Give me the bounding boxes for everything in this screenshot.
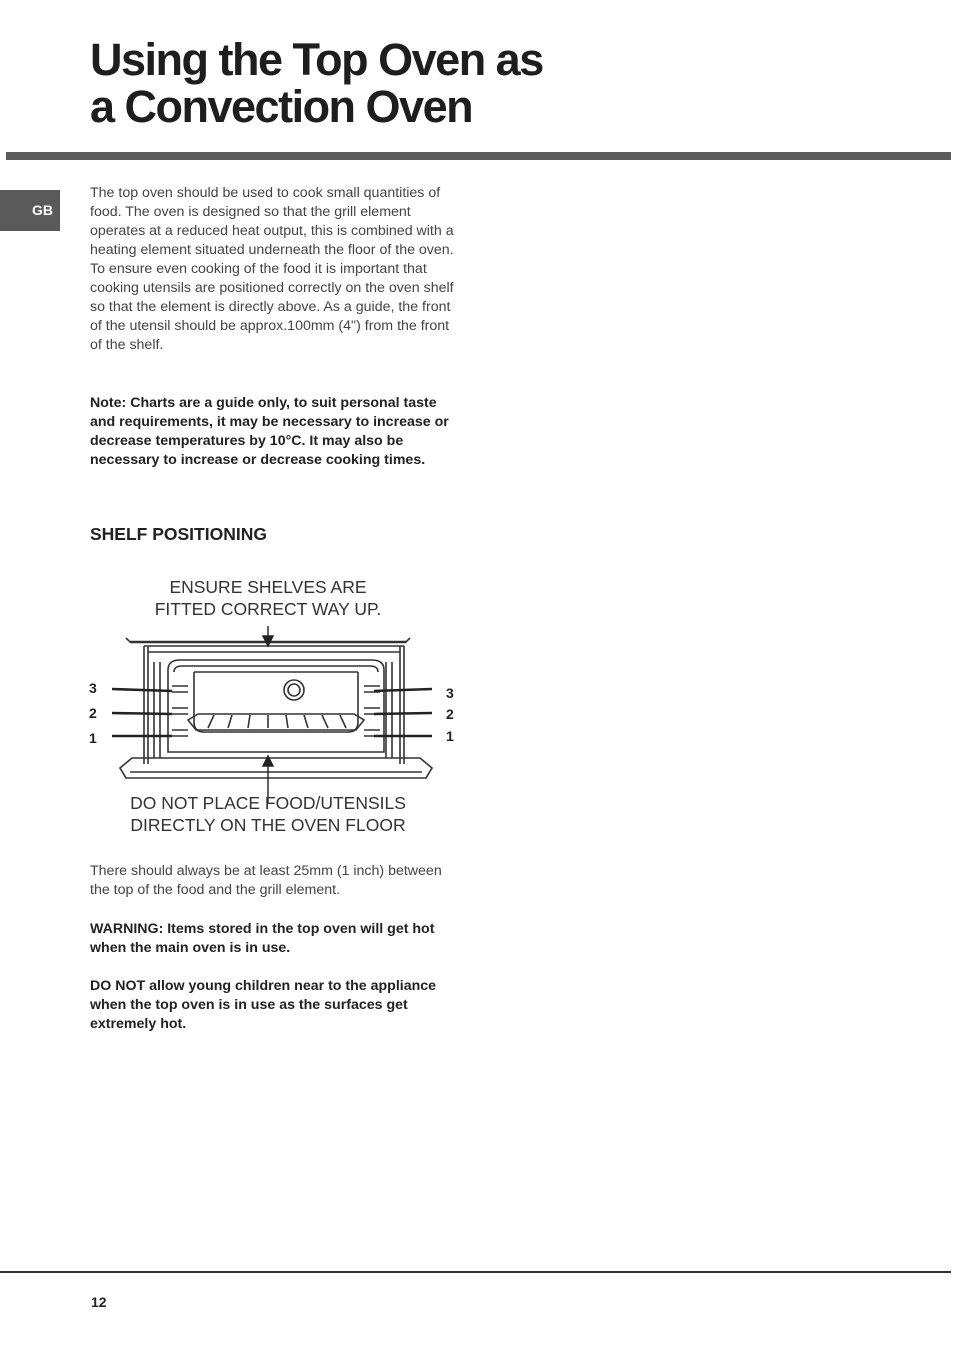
diagram-bottom-label bbox=[84, 792, 452, 836]
diagram-top-label-line-1: ENSURE SHELVES ARE bbox=[169, 577, 367, 597]
left-shelf-number-2: 2 bbox=[89, 705, 97, 721]
children-warning-text: DO NOT allow young children near to the appliance when the top oven is in use as the surfaces get extremely hot. bbox=[90, 978, 437, 1032]
right-shelf-number-2: 2 bbox=[446, 706, 454, 722]
footer-divider bbox=[0, 1271, 951, 1273]
intro-text: The top oven should be used to cook small quantities of food. The oven is designed so that the grill element operates at a reduced heat output, this is combined with a heating element situated underneath the floor of the oven. To ensure even cooking of the food it is important that cooking utensils are positioned correctly on the oven shelf so that the element is directly above. As a guide, the front of the utensil should be approx.100mm (4") from the front of the shelf. bbox=[90, 185, 454, 353]
header-divider bbox=[6, 152, 951, 160]
note-paragraph bbox=[90, 394, 462, 470]
spacing-paragraph bbox=[90, 862, 462, 900]
diagram-bottom-label-line-1: DO NOT PLACE FOOD/UTENSILS bbox=[130, 793, 406, 813]
diagram-top-label-line-2: FITTED CORRECT WAY UP. bbox=[154, 599, 382, 619]
warning-paragraph bbox=[90, 920, 462, 958]
spacing-text: There should always be at least 25mm (1 inch) between the top of the food and the grill element. bbox=[90, 863, 442, 898]
right-shelf-number-3: 3 bbox=[446, 685, 454, 701]
intro-paragraph bbox=[90, 184, 462, 355]
page-number: 12 bbox=[91, 1294, 107, 1310]
page-title-line-2: a Convection Oven bbox=[90, 81, 473, 132]
children-warning-paragraph bbox=[90, 977, 462, 1034]
left-shelf-number-1: 1 bbox=[89, 730, 97, 746]
page-title bbox=[90, 36, 790, 130]
shelf-positioning-heading: SHELF POSITIONING bbox=[90, 524, 267, 544]
warning-text: WARNING: Items stored in the top oven will get hot when the main oven is in use. bbox=[90, 921, 435, 956]
language-tab: GB bbox=[0, 190, 60, 231]
right-shelf-number-1: 1 bbox=[446, 728, 454, 744]
shelf-positioning-diagram bbox=[84, 572, 464, 842]
left-shelf-number-3: 3 bbox=[89, 680, 97, 696]
page-title-line-1: Using the Top Oven as bbox=[90, 34, 543, 85]
note-text: Note: Charts are a guide only, to suit personal taste and requirements, it may be necessary to increase or decrease temperatures by 10°C. It may also be necessary to increase or decrease cooking times. bbox=[90, 395, 449, 468]
diagram-bottom-label-line-2: DIRECTLY ON THE OVEN FLOOR bbox=[130, 815, 406, 835]
